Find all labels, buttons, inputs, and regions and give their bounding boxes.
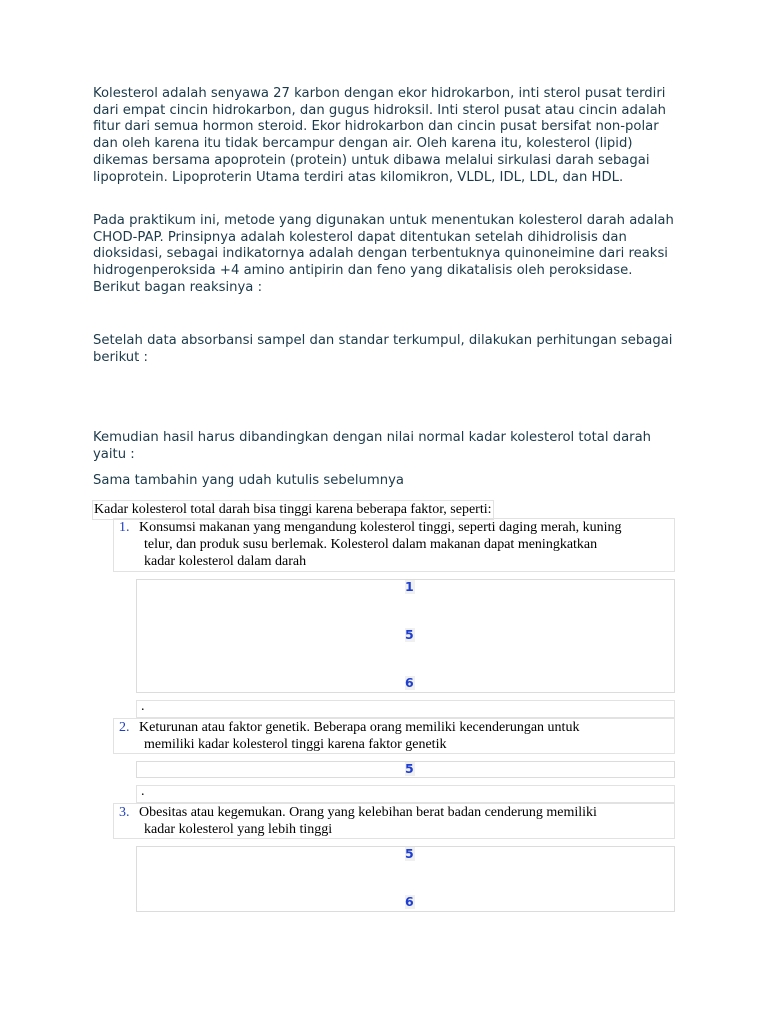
list-item-text: telur, dan produk susu berlemak. Kolesterol dalam makanan dapat meningkatkan xyxy=(144,537,598,552)
separator-box xyxy=(136,700,675,718)
separator-dot: . xyxy=(141,784,145,799)
list-item-text: Konsumsi makanan yang mengandung kolesterol tinggi, seperti daging merah, kuning xyxy=(139,520,622,535)
list-item-text: kadar kolesterol yang lebih tinggi xyxy=(144,822,333,837)
reference-box xyxy=(136,579,675,693)
paragraph-note: Sama tambahin yang udah kutulis sebelumnya xyxy=(93,473,404,488)
reference-number[interactable]: 5 xyxy=(405,846,414,861)
separator-box xyxy=(136,785,675,803)
list-item-number: 1. xyxy=(119,520,130,535)
list-item xyxy=(113,803,675,839)
list-item-text: memiliki kadar kolesterol tinggi karena faktor genetik xyxy=(144,737,447,752)
list-item-text: Keturunan atau faktor genetik. Beberapa orang memiliki kecenderungan untuk xyxy=(139,720,580,735)
reference-box xyxy=(136,761,675,778)
reference-number[interactable]: 5 xyxy=(405,627,414,642)
list-item xyxy=(113,518,675,572)
list-item-text: kadar kolesterol dalam darah xyxy=(144,554,307,569)
paragraph-cholesterol-intro: Kolesterol adalah senyawa 27 karbon dengan ekor hidrokarbon, inti sterol pusat terdiri dari empat cincin hidrokarbon, dan gugus hidroksil. Inti sterol pusat atau cincin adalah fitur dari semua hormon steroid. Ekor hidrokarbon dan cincin pusat bersifat non-polar dan oleh karena itu tidak bercampur dengan air. Oleh karena itu, kolesterol (lipid) dikemas bersama apoprotein (protein) untuk dibawa melalui sirkulasi darah sebagai lipoprotein. Lipoproterin Utama terdiri atas kilomikron, VLDL, IDL, LDL, dan HDL. xyxy=(93,86,667,185)
list-item-number: 2. xyxy=(119,720,130,735)
reference-box xyxy=(136,846,675,912)
paragraph-calculation: Setelah data absorbansi sampel dan standar terkumpul, dilakukan perhitungan sebagai berikut : xyxy=(93,333,673,365)
paragraph-comparison: Kemudian hasil harus dibandingkan dengan nilai normal kadar kolesterol total darah yaitu : xyxy=(93,430,652,462)
list-item-text: Obesitas atau kegemukan. Orang yang kelebihan berat badan cenderung memiliki xyxy=(139,805,597,820)
reference-number[interactable]: 6 xyxy=(405,894,414,909)
paragraph-method: Pada praktikum ini, metode yang digunakan untuk menentukan kolesterol darah adalah CHOD-PAP. Prinsipnya adalah kolesterol dapat ditentukan setelah dihidrolisis dan dioksidasi, sebagai indikatornya adalah dengan terbentuknya quinoneimine dari reaksi hidrogenperoksida +4 amino antipirin dan feno yang dikatalisis oleh peroksidase. Berikut bagan reaksinya : xyxy=(93,213,674,295)
reference-number[interactable]: 5 xyxy=(405,761,414,776)
list-intro: Kadar kolesterol total darah bisa tinggi karena beberapa faktor, seperti: xyxy=(92,500,494,520)
list-item-number: 3. xyxy=(119,805,130,820)
list-item xyxy=(113,718,675,754)
reference-number[interactable]: 1 xyxy=(405,579,414,594)
reference-number[interactable]: 6 xyxy=(405,675,414,690)
separator-dot: . xyxy=(141,699,145,714)
